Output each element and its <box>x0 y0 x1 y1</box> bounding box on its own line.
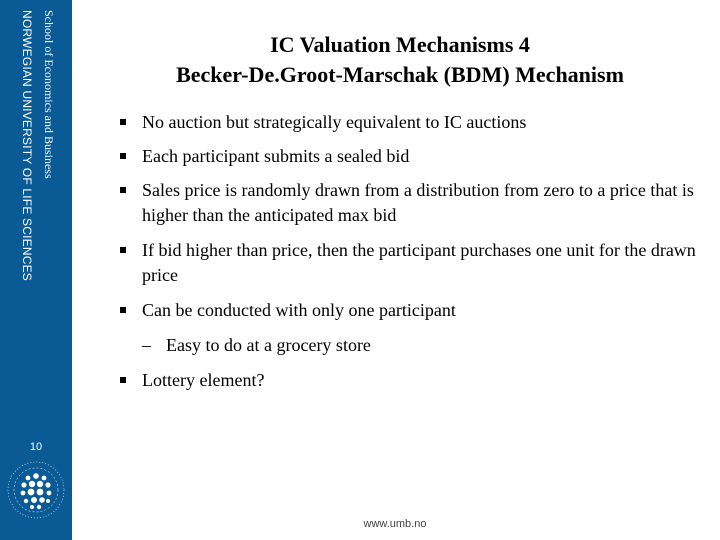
square-bullet-icon <box>120 377 126 383</box>
university-name: NORWEGIAN UNIVERSITY OF LIFE SCIENCES <box>20 10 34 282</box>
square-bullet-icon <box>120 153 126 159</box>
square-bullet-icon <box>120 307 126 313</box>
dash-bullet-icon: – <box>142 335 151 355</box>
bullet-item: No auction but strategically equivalent to IC auctions <box>120 110 705 135</box>
page-number: 10 <box>29 441 43 453</box>
bullet-item: Each participant submits a sealed bid <box>120 144 705 169</box>
school-name: School of Economics and Business <box>42 10 56 179</box>
bullet-item: Lottery element? <box>120 368 705 393</box>
sidebar <box>0 0 72 540</box>
bullet-list <box>120 110 705 393</box>
title-line-2: Becker-De.Groot-Marschak (BDM) Mechanism <box>176 62 624 87</box>
umb-dot-logo-icon <box>6 460 66 520</box>
square-bullet-icon <box>120 247 126 253</box>
slide-title <box>100 30 700 90</box>
bullet-item: Sales price is randomly drawn from a distribution from zero to a price that is higher than the anticipated max bid <box>120 178 705 228</box>
bullet-item: If bid higher than price, then the participant purchases one unit for the drawn price <box>120 238 705 288</box>
footer-url: www.umb.no <box>363 518 427 530</box>
bullet-item: Can be conducted with only one participant <box>120 298 705 323</box>
square-bullet-icon <box>120 187 126 193</box>
square-bullet-icon <box>120 119 126 125</box>
title-line-1: IC Valuation Mechanisms 4 <box>270 32 530 57</box>
sub-bullet-item: – Easy to do at a grocery store <box>120 333 705 358</box>
